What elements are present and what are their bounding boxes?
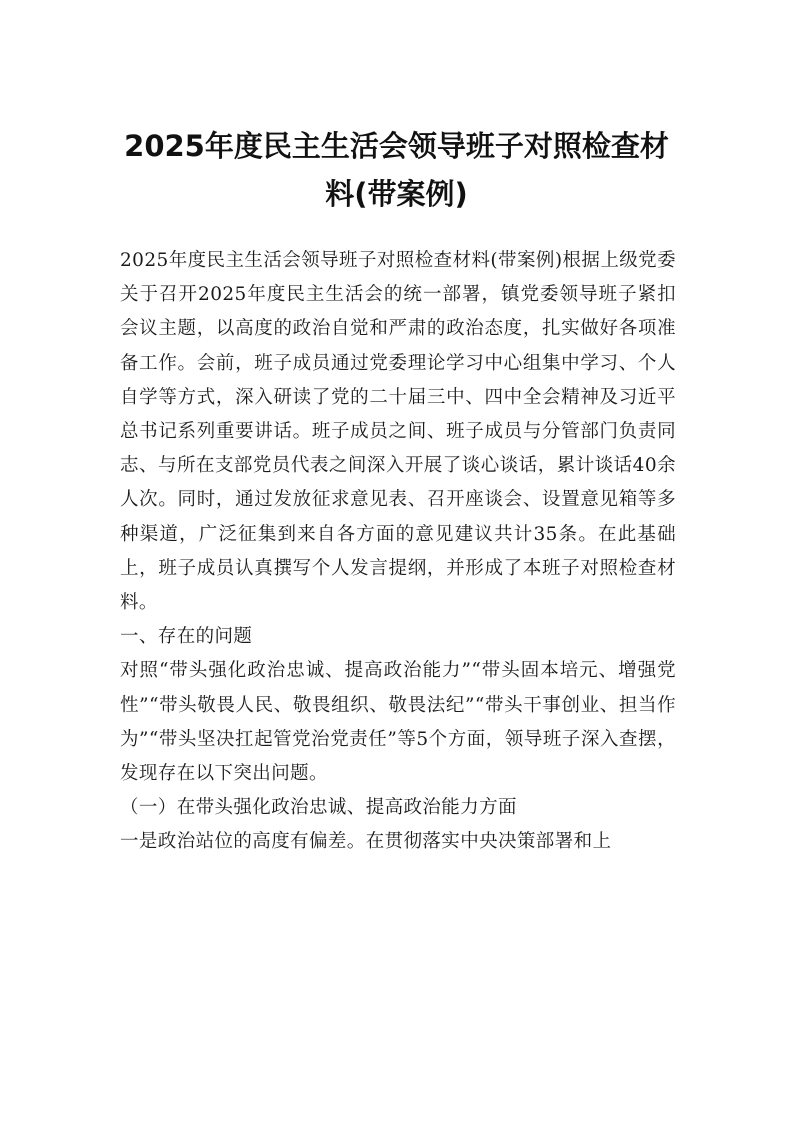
body-paragraph: 对照“带头强化政治忠诚、提高政治能力”“带头固本培元、增强党性”“带头敬畏人民、敬畏组织、敬畏法纪”“带头干事创业、担当作为”“带头坚决扛起管党治党责任”等5个方面，领导班子深入查摆，发现存在以下突出问题。	[120, 660, 676, 785]
body-paragraph: 一是政治站位的高度有偏差。在贯彻落实中央决策部署和上	[120, 831, 612, 853]
document-title: 2025年度民主生活会领导班子对照检查材料(带案例)	[124, 129, 669, 211]
subsection-heading: （一）在带头强化政治忠诚、提高政治能力方面	[120, 797, 517, 819]
section-heading: 一、存在的问题	[120, 626, 253, 648]
intro-paragraph: 2025年度民主生活会领导班子对照检查材料(带案例)根据上级党委关于召开2025年度民主生活会的统一部署，镇党委领导班子紧扣会议主题，以高度的政治自觉和严肃的政治态度，扎实做好各项准备工作。会前，班子成员通过党委理论学习中心组集中学习、个人自学等方式，深入研读了党的二十届三中、四中全会精神及习近平总书记系列重要讲话。班子成员之间、班子成员与分管部门负责同志、与所在支部党员代表之间深入开展了谈心谈话，累计谈话40余人次。同时，通过发放征求意见表、召开座谈会、设置意见箱等多种渠道，广泛征集到来自各方面的意见建议共计35条。在此基础上，班子成员认真撰写个人发言提纲，并形成了本班子对照检查材料。	[120, 250, 676, 614]
document-body	[120, 244, 676, 860]
